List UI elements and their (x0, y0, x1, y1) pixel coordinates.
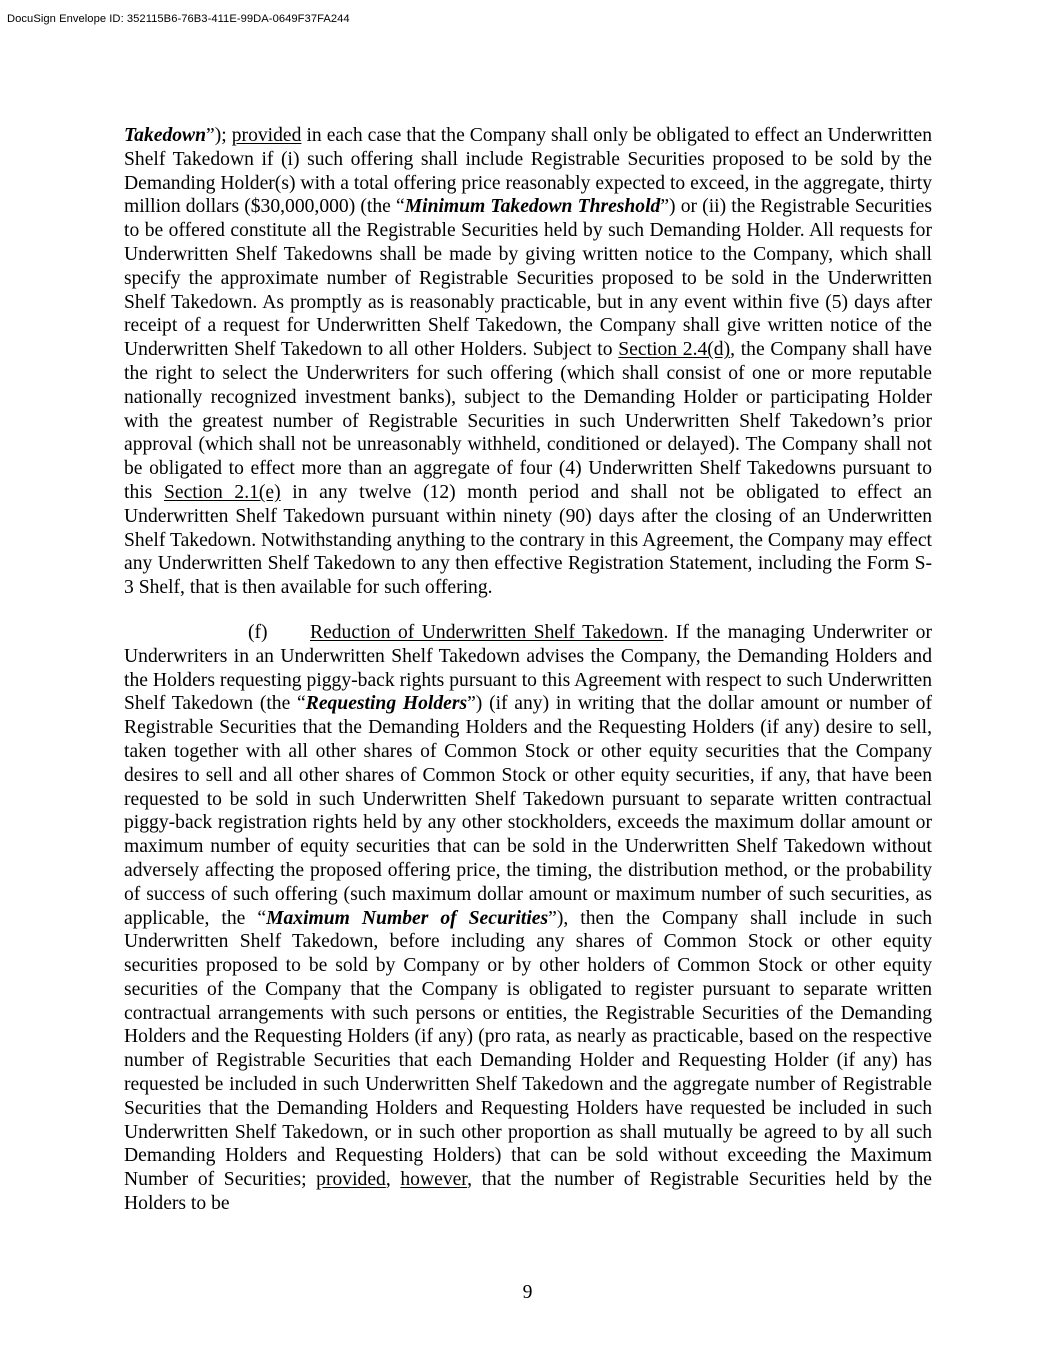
body-text: , (385, 1169, 401, 1191)
section-reference-2-1-e: Section 2.1(e) (163, 481, 281, 503)
paragraph-underwritten-shelf-takedown-continued (124, 124, 932, 600)
body-text: ”); (206, 125, 232, 146)
body-text: ”), then the Company shall include in such Underwritten Shelf Takedown, before including any shares of Common Stock or other equity securities proposed to be sold by Company or by other holders of Common Stock or other equity securities of the Company that the Company is obligated to register pursuant to separate written contractual arrangements with such persons or entities, the Registrable Securities of the Demanding Holders and the Requesting Holders (if any) (pro rata, as nearly as practicable, based on the respective number of Registrable Securities that each Demanding Holder and Requesting Holder (if any) has requested be included in such Underwritten Shelf Takedown and the aggregate number of Registrable Securities that the Demanding Holders and Requesting Holders have requested be included in such Underwritten Shelf Takedown, or in such other proportion as shall mutually be agreed to by all such Demanding Holders and Requesting Holders) that can be sold without exceeding the Maximum Number of Securities; (124, 907, 932, 1191)
however-emphasis: however (400, 1169, 468, 1191)
defined-term-takedown: Takedown (124, 125, 207, 146)
docusign-envelope-id: DocuSign Envelope ID: 352115B6-76B3-411E-99DA-0649F37FA244 (7, 13, 350, 25)
defined-term-minimum-takedown-threshold: Minimum Takedown Threshold (404, 196, 661, 218)
defined-term-requesting-holders: Requesting Holders (305, 693, 468, 715)
document-body (124, 124, 932, 1216)
section-number: (f) (248, 621, 268, 643)
section-reference-2-4-d: Section 2.4(d) (618, 339, 731, 361)
body-text: in any twelve (12) month period and shall not be obligated to effect an Underwritten Shelf Takedown pursuant within ninety (90) days after the closing of an Underwritten Shelf Takedown. Notwithstanding anything to the contrary in this Agreement, the Company may effect any Underwritten Shelf Takedown to any then effective Registration Statement, including the Form S-3 Shelf, that is then available for such offering. (124, 481, 932, 599)
body-text: in each case that the Company shall only be obligated to effect an Underwritten Shelf Takedown if (i) such offering shall include Registrable Securities proposed to be sold by the Demanding Holder(s) with a total offering price reasonably expected to exceed, in the aggregate, thirty million dollars ($30,000,000) (the “ (124, 125, 932, 218)
body-text: ”) or (ii) the Registrable Securities to be offered constitute all the Registrable Securities held by such Demanding Holder. All requests for Underwritten Shelf Takedowns shall be made by giving written notice to the Company, which shall specify the approximate number of Registrable Securities proposed to be sold in the Underwritten Shelf Takedown. As promptly as is reasonably practicable, but in any event within five (5) days after receipt of a request for Underwritten Shelf Takedown, the Company shall give written notice of the Underwritten Shelf Takedown to all other Holders. Subject to (124, 196, 932, 361)
section-heading: Reduction of Underwritten Shelf Takedown (310, 621, 664, 643)
defined-term-maximum-number-of-securities: Maximum Number of Securities (266, 907, 549, 929)
body-text: ”) (if any) in writing that the dollar amount or number of Registrable Securities that the Demanding Holders and the Requesting Holders (if any) desire to sell, taken together with all other shares of Common Stock or other equity securities that the Company desires to sell and all other shares of Common Stock or other equity securities, if any, that have been requested to be sold in such Underwritten Shelf Takedown pursuant to separate written contractual piggy-back registration rights held by any other stockholders, exceeds the maximum dollar amount or maximum number of equity securities that can be sold in the Underwritten Shelf Takedown without adversely affecting the proposed offering price, the timing, the distribution method, or the probability of success of such offering (such maximum dollar amount or maximum number of such securities, as applicable, the “ (124, 693, 932, 929)
body-text: . If the managing Underwriter or Underwriters in an Underwritten Shelf Takedown advises the Company, the Demanding Holders and the Holders requesting piggy-back rights pursuant to this Agreement with respect to such Underwritten Shelf Takedown (the “ (124, 621, 932, 715)
paragraph-section-f (124, 621, 932, 1216)
provided-emphasis: provided (231, 125, 302, 146)
provided-emphasis: provided (316, 1169, 386, 1191)
body-text: , that the number of Registrable Securities held by the Holders to be (124, 1169, 932, 1215)
page-number: 9 (522, 1282, 533, 1303)
body-text: , the Company shall have the right to select the Underwriters for such offering (which shall consist of one or more reputable nationally recognized investment banks), subject to the Demanding Holder or participating Holder with the greatest number of Registrable Securities in such Underwritten Shelf Takedown’s prior approval (which shall not be unreasonably withheld, conditioned or delayed). The Company shall not be obligated to effect more than an aggregate of four (4) Underwritten Shelf Takedowns pursuant to this (124, 339, 932, 503)
